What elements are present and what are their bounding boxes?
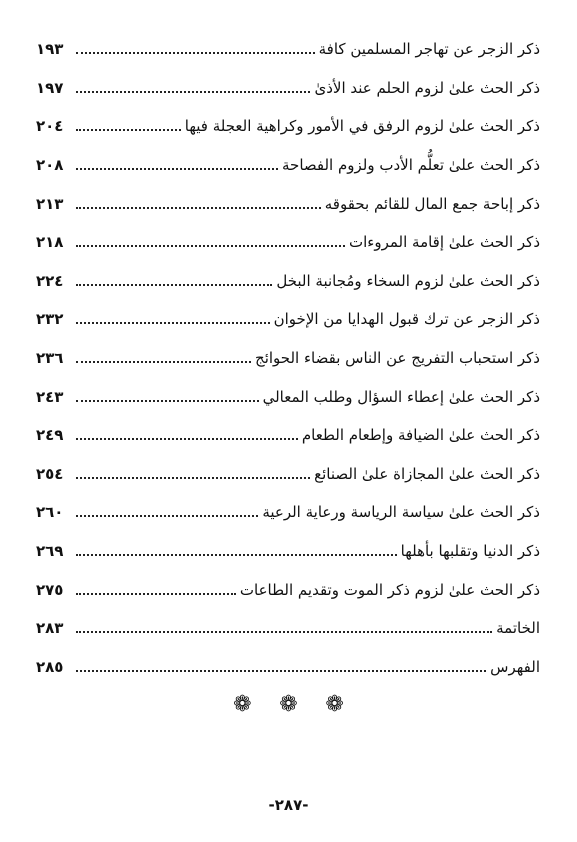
flower-ornament-icon: ❁ <box>325 692 344 717</box>
toc-entry-title: ذكر الحث علىٰ المجازاة علىٰ الصنائع <box>314 464 540 483</box>
toc-entry <box>36 146 540 185</box>
toc-entry-title: ذكر الزجر عن تهاجر المسلمين كافة <box>318 40 540 59</box>
toc-entry-page: ١٩٧ <box>36 78 64 97</box>
dot-leader <box>76 593 236 595</box>
toc-entry <box>36 609 540 648</box>
toc-entry-page: ٢٤٣ <box>36 387 64 406</box>
toc-entry-title: ذكر الحث علىٰ لزوم الحلم عند الأذىٰ <box>314 78 540 97</box>
dot-leader <box>76 322 270 324</box>
toc-entry-title: الفهرس <box>490 657 540 676</box>
toc-entry-page: ٢٦٠ <box>36 503 64 522</box>
dot-leader <box>76 438 298 440</box>
toc-entry <box>36 455 540 494</box>
dot-leader <box>76 207 321 209</box>
flower-ornament-icon: ❁ <box>279 692 298 717</box>
toc-entry-page: ٢٨٣ <box>36 619 64 638</box>
toc-entry-title: الخاتمة <box>496 619 540 638</box>
toc-entry-page: ١٩٣ <box>36 40 64 59</box>
toc-entry-title: ذكر الحث علىٰ الضيافة وإطعام الطعام <box>301 426 540 445</box>
toc-entry <box>36 339 540 378</box>
toc-entry <box>36 493 540 532</box>
toc-entry-page: ٢٢٤ <box>36 271 64 290</box>
toc-entry-page: ٢١٣ <box>36 194 64 213</box>
flower-ornament-icon: ❁ <box>233 692 252 717</box>
toc-entry-page: ٢٠٨ <box>36 156 64 175</box>
table-of-contents <box>36 30 540 686</box>
toc-entry <box>36 300 540 339</box>
toc-entry-title: ذكر الزجر عن ترك قبول الهدايا من الإخوان <box>273 310 540 329</box>
toc-entry <box>36 69 540 108</box>
toc-entry-page: ٢٤٩ <box>36 426 64 445</box>
dot-leader <box>76 129 181 131</box>
toc-entry-title: ذكر الحث علىٰ إعطاء السؤال وطلب المعالي <box>262 387 540 406</box>
dot-leader <box>76 670 486 672</box>
toc-entry <box>36 262 540 301</box>
page-number: -٢٨٧- <box>268 796 309 814</box>
toc-entry-page: ٢٣٦ <box>36 349 64 368</box>
dot-leader <box>76 400 259 402</box>
toc-entry <box>36 377 540 416</box>
dot-leader <box>76 91 310 93</box>
toc-entry <box>36 416 540 455</box>
dot-leader <box>76 554 397 556</box>
toc-entry-title: ذكر إباحة جمع المال للقائم بحقوقه <box>324 194 540 213</box>
toc-entry-page: ٢٨٥ <box>36 657 64 676</box>
toc-entry <box>36 570 540 609</box>
toc-entry-title: ذكر الحث علىٰ تعلُّم الأدب ولزوم الفصاحة <box>282 156 540 175</box>
toc-entry <box>36 648 540 687</box>
toc-entry <box>36 30 540 69</box>
toc-entry-title: ذكر الدنيا وتقلبها بأهلها <box>400 542 540 561</box>
toc-entry-page: ٢٦٩ <box>36 542 64 561</box>
toc-entry-title: ذكر الحث علىٰ لزوم ذكر الموت وتقديم الطاعات <box>239 580 540 599</box>
dot-leader <box>76 361 251 363</box>
toc-entry-page: ٢٧٥ <box>36 580 64 599</box>
dot-leader <box>76 284 272 286</box>
section-ornament <box>0 692 577 717</box>
toc-entry-title: ذكر الحث علىٰ إقامة المروءات <box>349 233 540 252</box>
toc-entry-page: ٢١٨ <box>36 233 64 252</box>
dot-leader <box>76 168 278 170</box>
dot-leader <box>76 477 310 479</box>
toc-entry <box>36 532 540 571</box>
toc-entry-title: ذكر استحباب التفريج عن الناس بقضاء الحوائج <box>255 349 540 368</box>
toc-entry-title: ذكر الحث علىٰ لزوم السخاء ومُجانبة البخل <box>276 271 540 290</box>
dot-leader <box>76 245 345 247</box>
toc-entry-title: ذكر الحث علىٰ لزوم الرفق في الأمور وكراهية العجلة فيها <box>184 117 540 136</box>
toc-entry-page: ٢٣٢ <box>36 310 64 329</box>
toc-entry-title: ذكر الحث علىٰ سياسة الرياسة ورعاية الرعية <box>262 503 540 522</box>
toc-entry <box>36 107 540 146</box>
dot-leader <box>76 515 258 517</box>
toc-entry-page: ٢٠٤ <box>36 117 64 136</box>
toc-entry <box>36 184 540 223</box>
dot-leader <box>76 631 492 633</box>
dot-leader <box>76 52 315 54</box>
toc-entry <box>36 223 540 262</box>
toc-entry-page: ٢٥٤ <box>36 464 64 483</box>
